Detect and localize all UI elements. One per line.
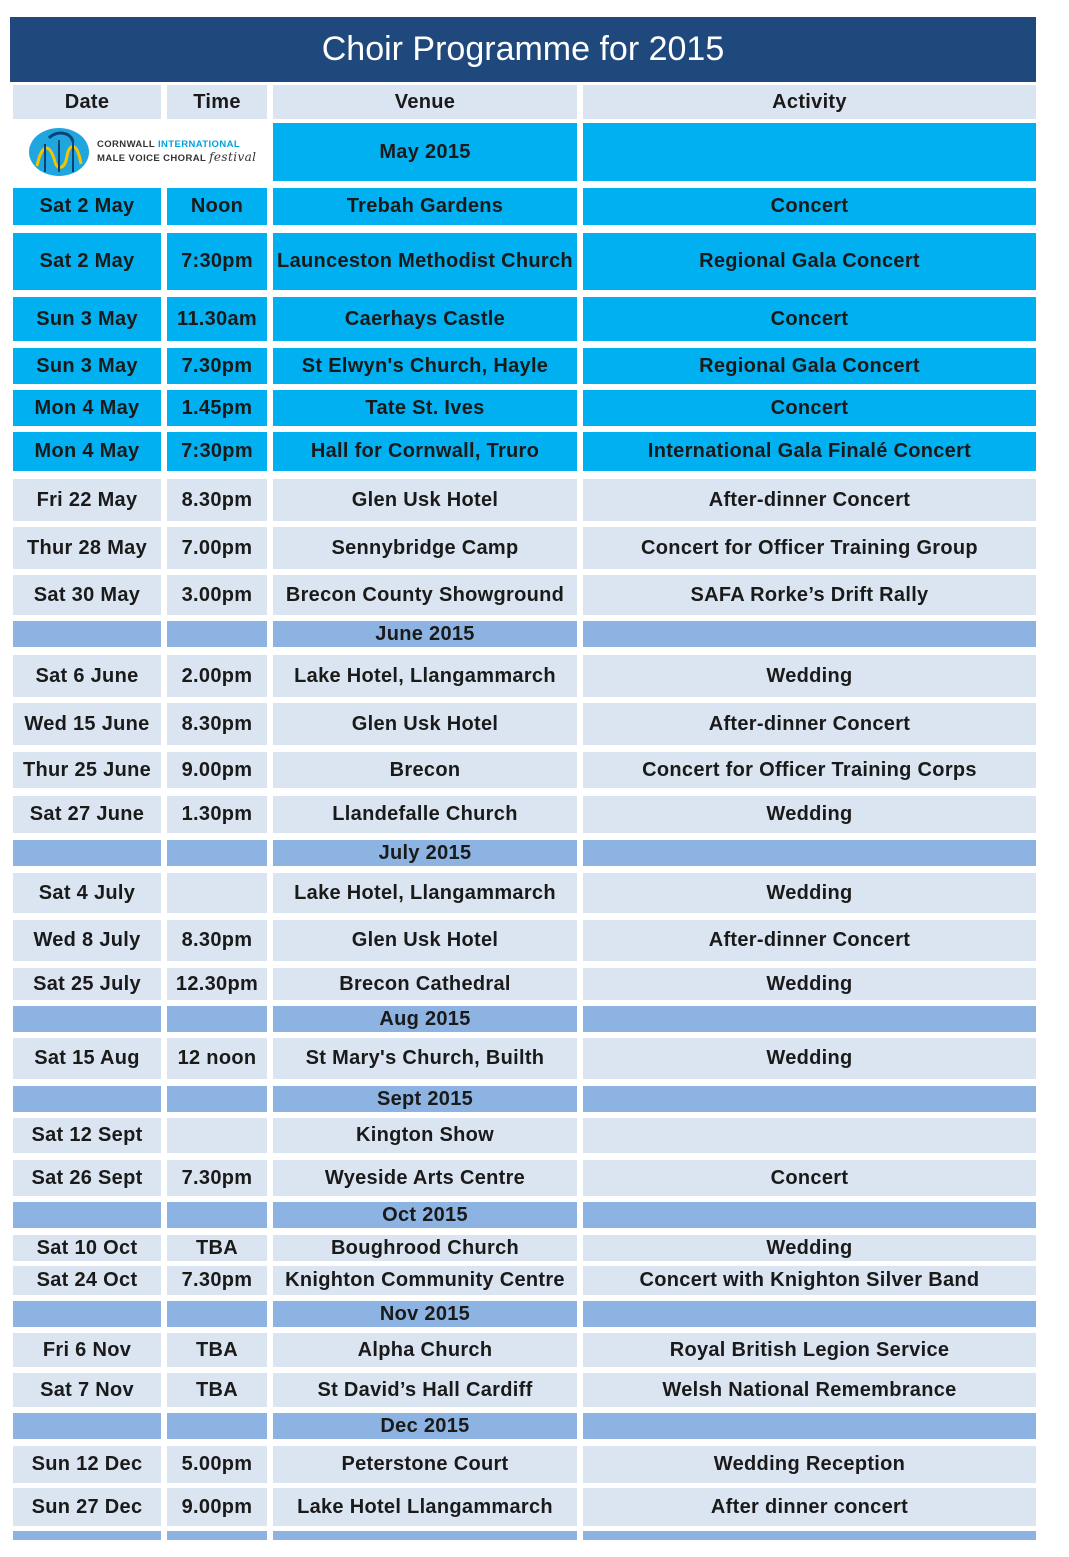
activity-cell: Concert with Knighton Silver Band [583,1266,1036,1295]
time-cell: 1.30pm [167,796,267,833]
date-cell: Sat 4 July [13,873,161,913]
venue-cell: July 2015 [273,840,577,866]
time-cell [167,1301,267,1327]
festival-logo [13,123,267,181]
time-cell [167,873,267,913]
activity-cell: Regional Gala Concert [583,233,1036,290]
venue-cell: Kington Show [273,1118,577,1153]
time-cell: 3.00pm [167,575,267,615]
venue-cell: Aug 2015 [273,1006,577,1032]
date-cell [13,840,161,866]
activity-cell: Wedding [583,1038,1036,1079]
activity-cell: Wedding Reception [583,1446,1036,1483]
venue-cell [273,1531,577,1540]
time-cell: 8.30pm [167,920,267,961]
activity-cell: Wedding [583,655,1036,697]
date-cell [13,1006,161,1032]
venue-cell: Llandefalle Church [273,796,577,833]
time-cell [167,1086,267,1112]
venue-cell: Hall for Cornwall, Truro [273,432,577,471]
time-cell: Noon [167,188,267,225]
time-cell: 2.00pm [167,655,267,697]
venue-cell: Oct 2015 [273,1202,577,1228]
venue-cell: Brecon [273,752,577,788]
date-cell: Sat 15 Aug [13,1038,161,1079]
activity-cell: Wedding [583,873,1036,913]
activity-cell: After-dinner Concert [583,920,1036,961]
venue-cell: St Elwyn's Church, Hayle [273,348,577,384]
activity-cell [583,1413,1036,1439]
venue-cell: Glen Usk Hotel [273,703,577,745]
activity-cell: Concert for Officer Training Corps [583,752,1036,788]
activity-cell: Regional Gala Concert [583,348,1036,384]
activity-cell: Wedding [583,796,1036,833]
activity-cell [583,621,1036,647]
time-cell: 5.00pm [167,1446,267,1483]
time-cell: 7.00pm [167,527,267,569]
date-cell [13,1413,161,1439]
activity-cell: Royal British Legion Service [583,1333,1036,1367]
time-cell [167,1006,267,1032]
time-cell: 9.00pm [167,1488,267,1526]
header-venue: Venue [273,85,577,119]
time-cell: 8.30pm [167,479,267,521]
activity-cell: Concert [583,390,1036,426]
time-cell: 7:30pm [167,233,267,290]
time-cell: 7:30pm [167,432,267,471]
activity-cell: Concert [583,297,1036,341]
time-cell: 7.30pm [167,1160,267,1196]
activity-cell [583,1086,1036,1112]
date-cell: Sat 2 May [13,188,161,225]
date-cell: Mon 4 May [13,432,161,471]
time-cell [167,840,267,866]
venue-cell: Knighton Community Centre [273,1266,577,1295]
time-cell [167,1202,267,1228]
venue-cell: Dec 2015 [273,1413,577,1439]
time-cell: 7.30pm [167,348,267,384]
harp-swirl-logo-icon [27,126,91,178]
date-cell: Sat 10 Oct [13,1235,161,1261]
time-cell [167,1413,267,1439]
date-cell [13,1301,161,1327]
date-cell: Sun 12 Dec [13,1446,161,1483]
activity-cell: After dinner concert [583,1488,1036,1526]
activity-cell: Concert [583,1160,1036,1196]
venue-cell: Brecon Cathedral [273,968,577,1000]
venue-cell: Sept 2015 [273,1086,577,1112]
date-cell: Wed 8 July [13,920,161,961]
date-cell: Sat 12 Sept [13,1118,161,1153]
venue-cell: Tate St. Ives [273,390,577,426]
venue-cell: Sennybridge Camp [273,527,577,569]
venue-cell: Lake Hotel Llangammarch [273,1488,577,1526]
activity-cell: Welsh National Remembrance [583,1373,1036,1407]
header-activity: Activity [583,85,1036,119]
activity-cell [583,1118,1036,1153]
date-cell: Sat 2 May [13,233,161,290]
venue-cell: Lake Hotel, Llangammarch [273,655,577,697]
time-cell: 12.30pm [167,968,267,1000]
page-title: Choir Programme for 2015 [10,17,1036,82]
activity-cell [583,1202,1036,1228]
venue-cell: Brecon County Showground [273,575,577,615]
activity-cell: Wedding [583,1235,1036,1261]
venue-cell: Wyeside Arts Centre [273,1160,577,1196]
date-cell: Sat 24 Oct [13,1266,161,1295]
time-cell: TBA [167,1333,267,1367]
venue-cell: St David’s Hall Cardiff [273,1373,577,1407]
activity-cell: International Gala Finalé Concert [583,432,1036,471]
date-cell: Sun 3 May [13,348,161,384]
activity-cell [583,1531,1036,1540]
header-date: Date [13,85,161,119]
date-cell [13,621,161,647]
date-cell: Sat 27 June [13,796,161,833]
venue-cell: Glen Usk Hotel [273,920,577,961]
activity-cell: Wedding [583,968,1036,1000]
time-cell: 9.00pm [167,752,267,788]
time-cell [167,1531,267,1540]
date-cell: Mon 4 May [13,390,161,426]
time-cell: 7.30pm [167,1266,267,1295]
date-cell [13,1202,161,1228]
time-cell [167,1118,267,1153]
venue-cell: Peterstone Court [273,1446,577,1483]
logo-text: CORNWALL INTERNATIONAL MALE VOICE CHORAL festival [97,139,257,164]
date-cell: Thur 25 June [13,752,161,788]
time-cell: 11.30am [167,297,267,341]
venue-cell: Boughrood Church [273,1235,577,1261]
time-cell: TBA [167,1235,267,1261]
time-cell: 8.30pm [167,703,267,745]
venue-cell: Glen Usk Hotel [273,479,577,521]
venue-cell: Trebah Gardens [273,188,577,225]
date-cell: Sat 30 May [13,575,161,615]
time-cell [167,621,267,647]
date-cell: Wed 15 June [13,703,161,745]
venue-cell: May 2015 [273,123,577,181]
time-cell: TBA [167,1373,267,1407]
date-cell: Fri 22 May [13,479,161,521]
activity-cell [583,123,1036,181]
activity-cell: Concert [583,188,1036,225]
date-cell: Fri 6 Nov [13,1333,161,1367]
venue-cell: Alpha Church [273,1333,577,1367]
activity-cell [583,1301,1036,1327]
time-cell: 1.45pm [167,390,267,426]
date-cell: Sun 3 May [13,297,161,341]
date-cell: Sat 25 July [13,968,161,1000]
activity-cell [583,1006,1036,1032]
activity-cell: After-dinner Concert [583,703,1036,745]
date-cell [13,1086,161,1112]
date-cell: Thur 28 May [13,527,161,569]
date-cell: Sat 6 June [13,655,161,697]
date-cell [13,1531,161,1540]
date-cell: Sat 26 Sept [13,1160,161,1196]
venue-cell: Caerhays Castle [273,297,577,341]
date-cell: Sun 27 Dec [13,1488,161,1526]
time-cell: 12 noon [167,1038,267,1079]
activity-cell: After-dinner Concert [583,479,1036,521]
header-time: Time [167,85,267,119]
activity-cell: Concert for Officer Training Group [583,527,1036,569]
venue-cell: June 2015 [273,621,577,647]
venue-cell: St Mary's Church, Builth [273,1038,577,1079]
activity-cell: SAFA Rorke’s Drift Rally [583,575,1036,615]
venue-cell: Lake Hotel, Llangammarch [273,873,577,913]
venue-cell: Nov 2015 [273,1301,577,1327]
date-cell: Sat 7 Nov [13,1373,161,1407]
venue-cell: Launceston Methodist Church [273,233,577,290]
activity-cell [583,840,1036,866]
